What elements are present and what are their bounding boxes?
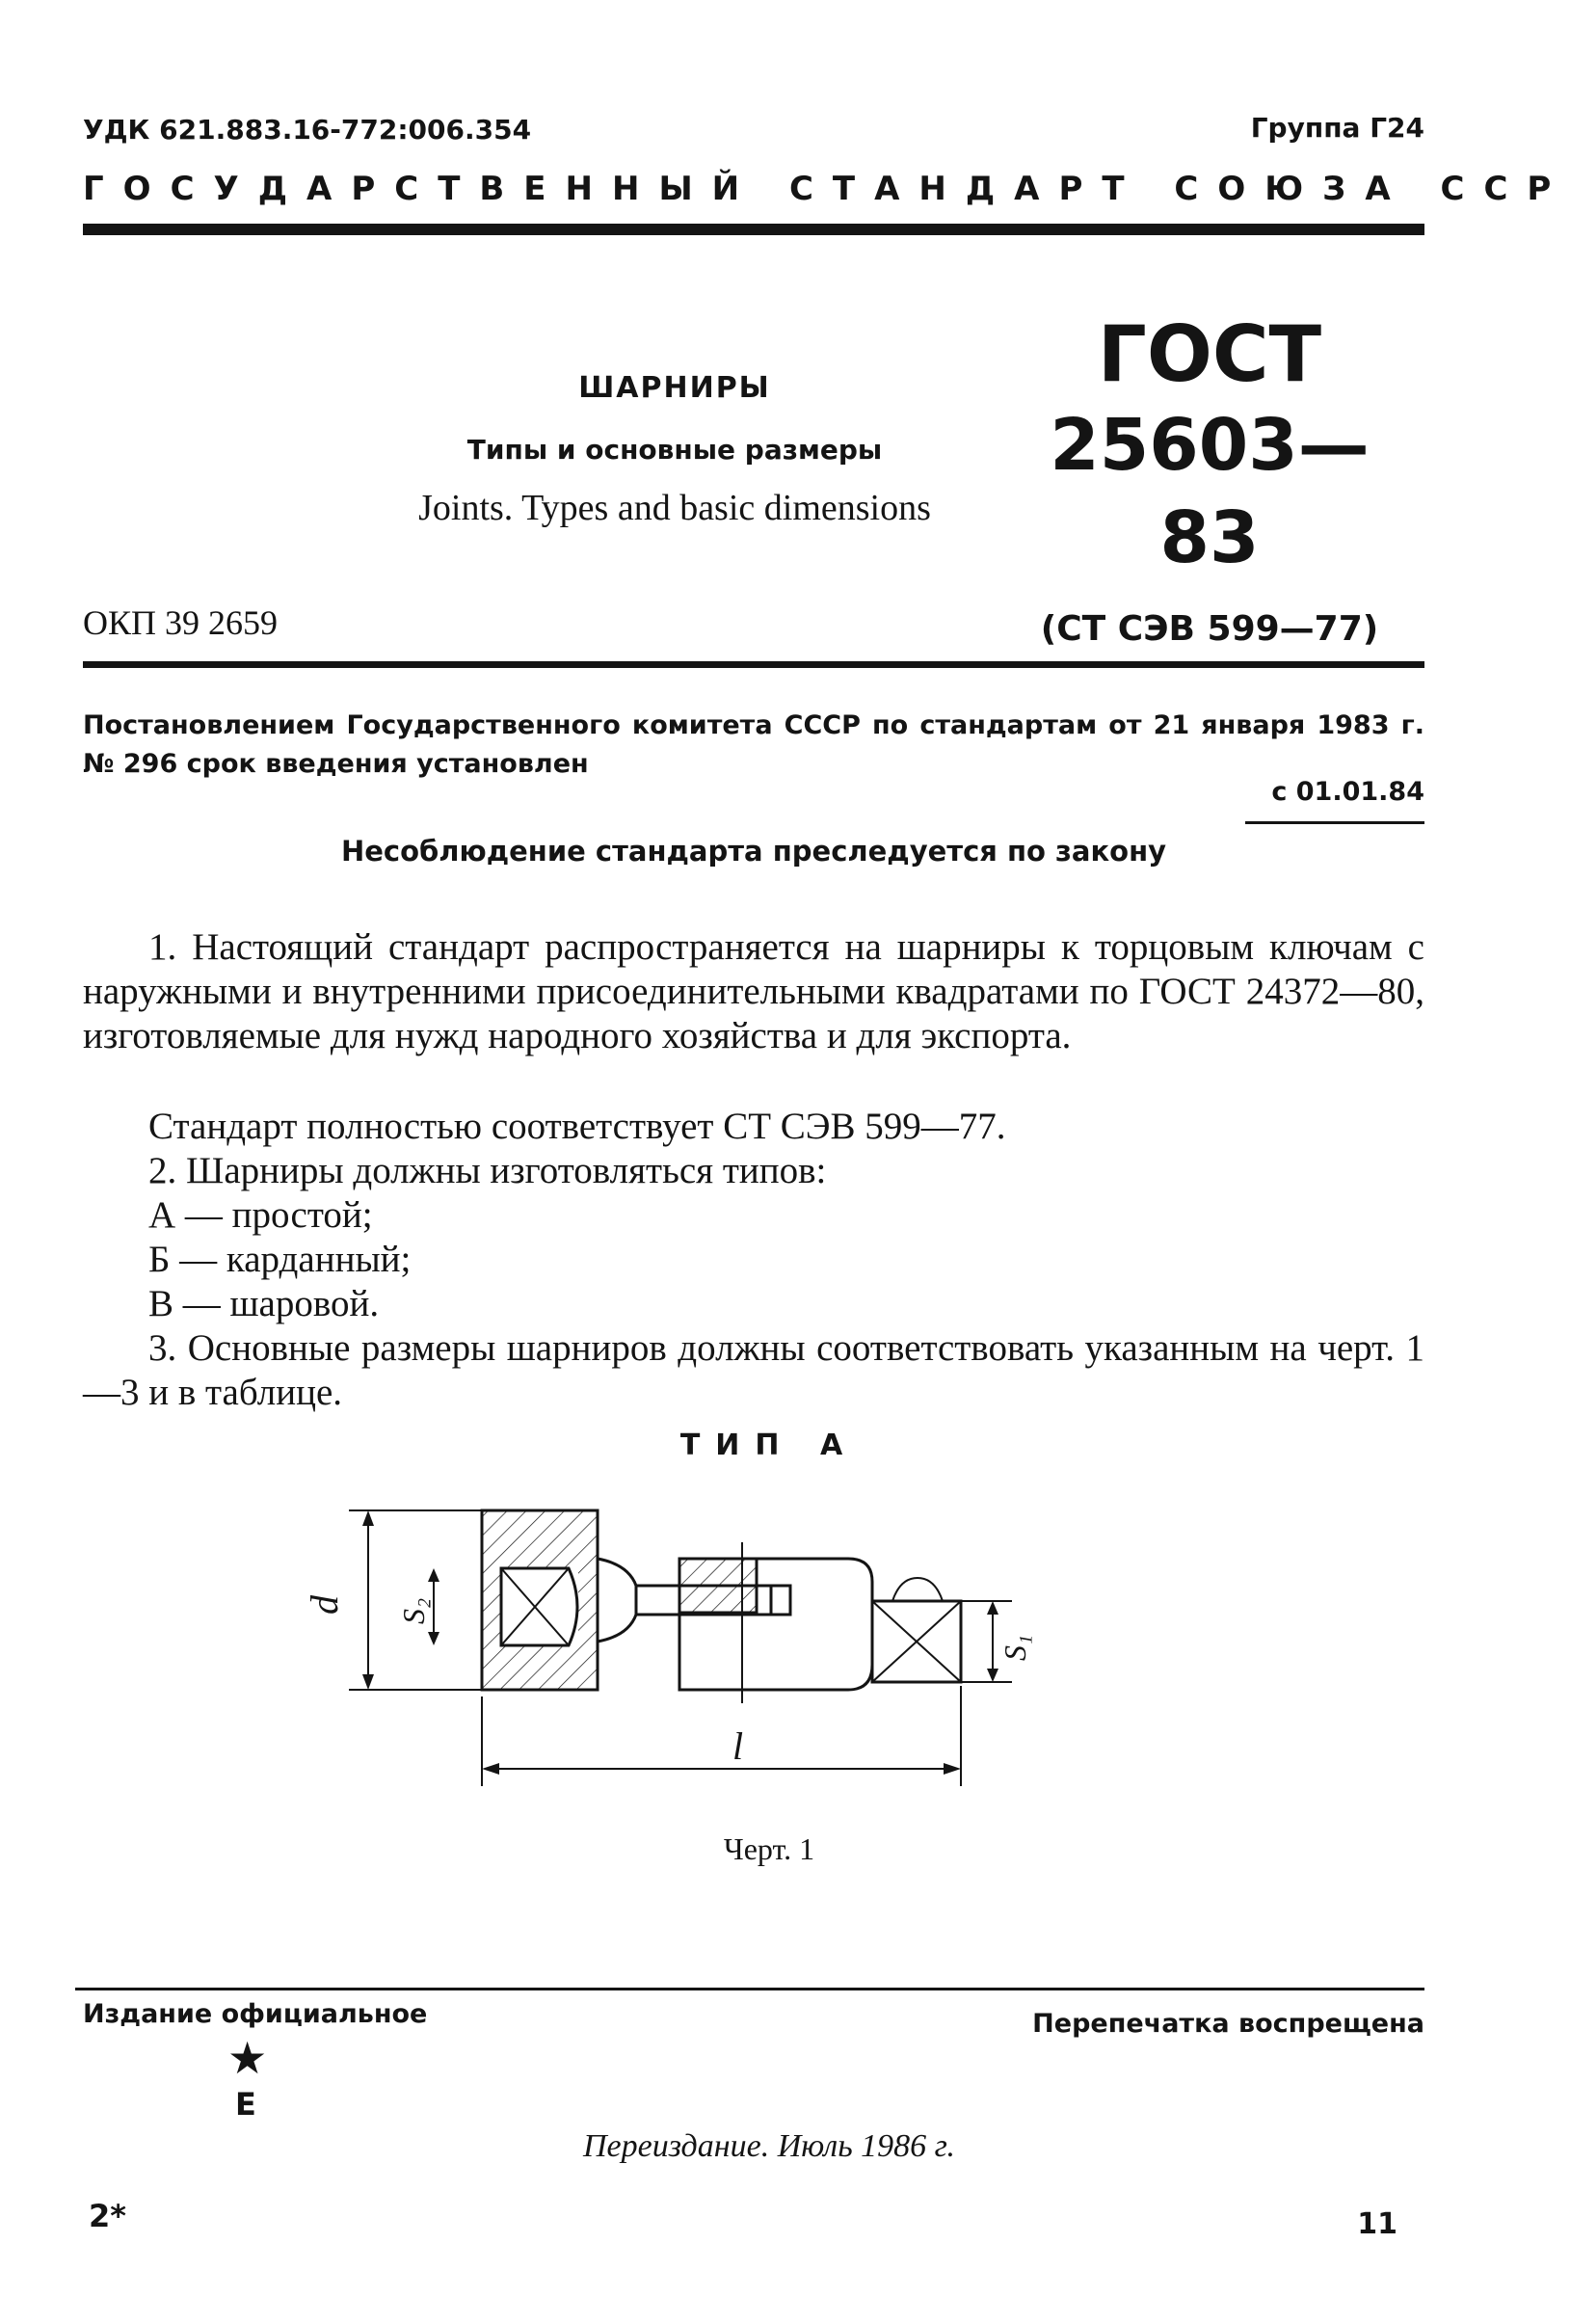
subtitle-en: Joints. Types and basic dimensions [418, 488, 931, 528]
type-a-item: А — простой; [148, 1194, 373, 1236]
bottom-rule [75, 1988, 1424, 1990]
group-code: Группа Г24 [1250, 112, 1424, 144]
reprint-forbidden-label: Перепечатка воспрещена [1032, 2009, 1424, 2039]
dim-label-d: d [303, 1595, 346, 1615]
edition-letter: Е [235, 2086, 256, 2123]
dim-label-s2: S₂ [396, 1597, 431, 1624]
figure-caption: Черт. 1 [723, 1831, 815, 1866]
paragraph-1: 1. Настоящий стандарт распространяется на шарниры к торцовым ключам с наружными и внутренними присоединительными квадратами по ГОСТ 24372—80, изготовляемые для нужд народного хозяйства и для экспорта. [83, 926, 1424, 1056]
type-b-item: Б — карданный; [148, 1239, 412, 1280]
legal-notice: Несоблюдение стандарта преследуется по закону [340, 835, 1167, 868]
document-title: ШАРНИРЫ [578, 371, 771, 405]
official-edition-label: Издание официальное [83, 1999, 428, 2029]
cmea-reference: (СТ СЭВ 599—77) [1040, 609, 1379, 649]
paragraph-2: 2. Шарниры должны изготовляться типов: [148, 1150, 827, 1191]
page-number: 11 [1357, 2207, 1397, 2241]
decree-text: Постановлением Государственного комитета СССР по стандартам от 21 января 1983 г. № 296 срок введения установлен [83, 710, 1424, 779]
joint-type-a-drawing [303, 1480, 1176, 1836]
sheet-mark: 2* [89, 2198, 126, 2234]
udk-code: УДК 621.883.16-772:006.354 [83, 114, 532, 146]
subtitle-ru: Типы и основные размеры [466, 434, 883, 466]
paragraph-3: 3. Основные размеры шарниров должны соответствовать указанным на черт. 1—3 и в таблице. [83, 1327, 1424, 1413]
reissue-note: Переиздание. Июль 1986 г. [582, 2128, 955, 2164]
gost-block [1002, 310, 1417, 649]
title-block [405, 371, 945, 529]
top-rule [83, 224, 1424, 235]
gost-label: ГОСТ [1097, 309, 1322, 399]
star-icon: ★ [227, 2032, 268, 2084]
effective-date: с 01.01.84 [1271, 777, 1424, 807]
gost-number: 25603—83 [1050, 404, 1370, 579]
paragraph-1-compliance: Стандарт полностью соответствует СТ СЭВ 599—77. [148, 1106, 1006, 1147]
figure-heading: ТИП А [679, 1429, 859, 1462]
type-v-item: В — шаровой. [148, 1283, 380, 1324]
effective-date-rule [1245, 821, 1424, 824]
okp-code: ОКП 39 2659 [83, 603, 279, 642]
state-standard-heading: ГОСУДАРСТВЕННЫЙ СТАНДАРТ СОЮЗА ССР [83, 170, 1570, 208]
middle-rule [83, 661, 1424, 668]
dim-label-s1: S₁ [998, 1634, 1032, 1661]
dim-label-l: l [732, 1724, 744, 1768]
